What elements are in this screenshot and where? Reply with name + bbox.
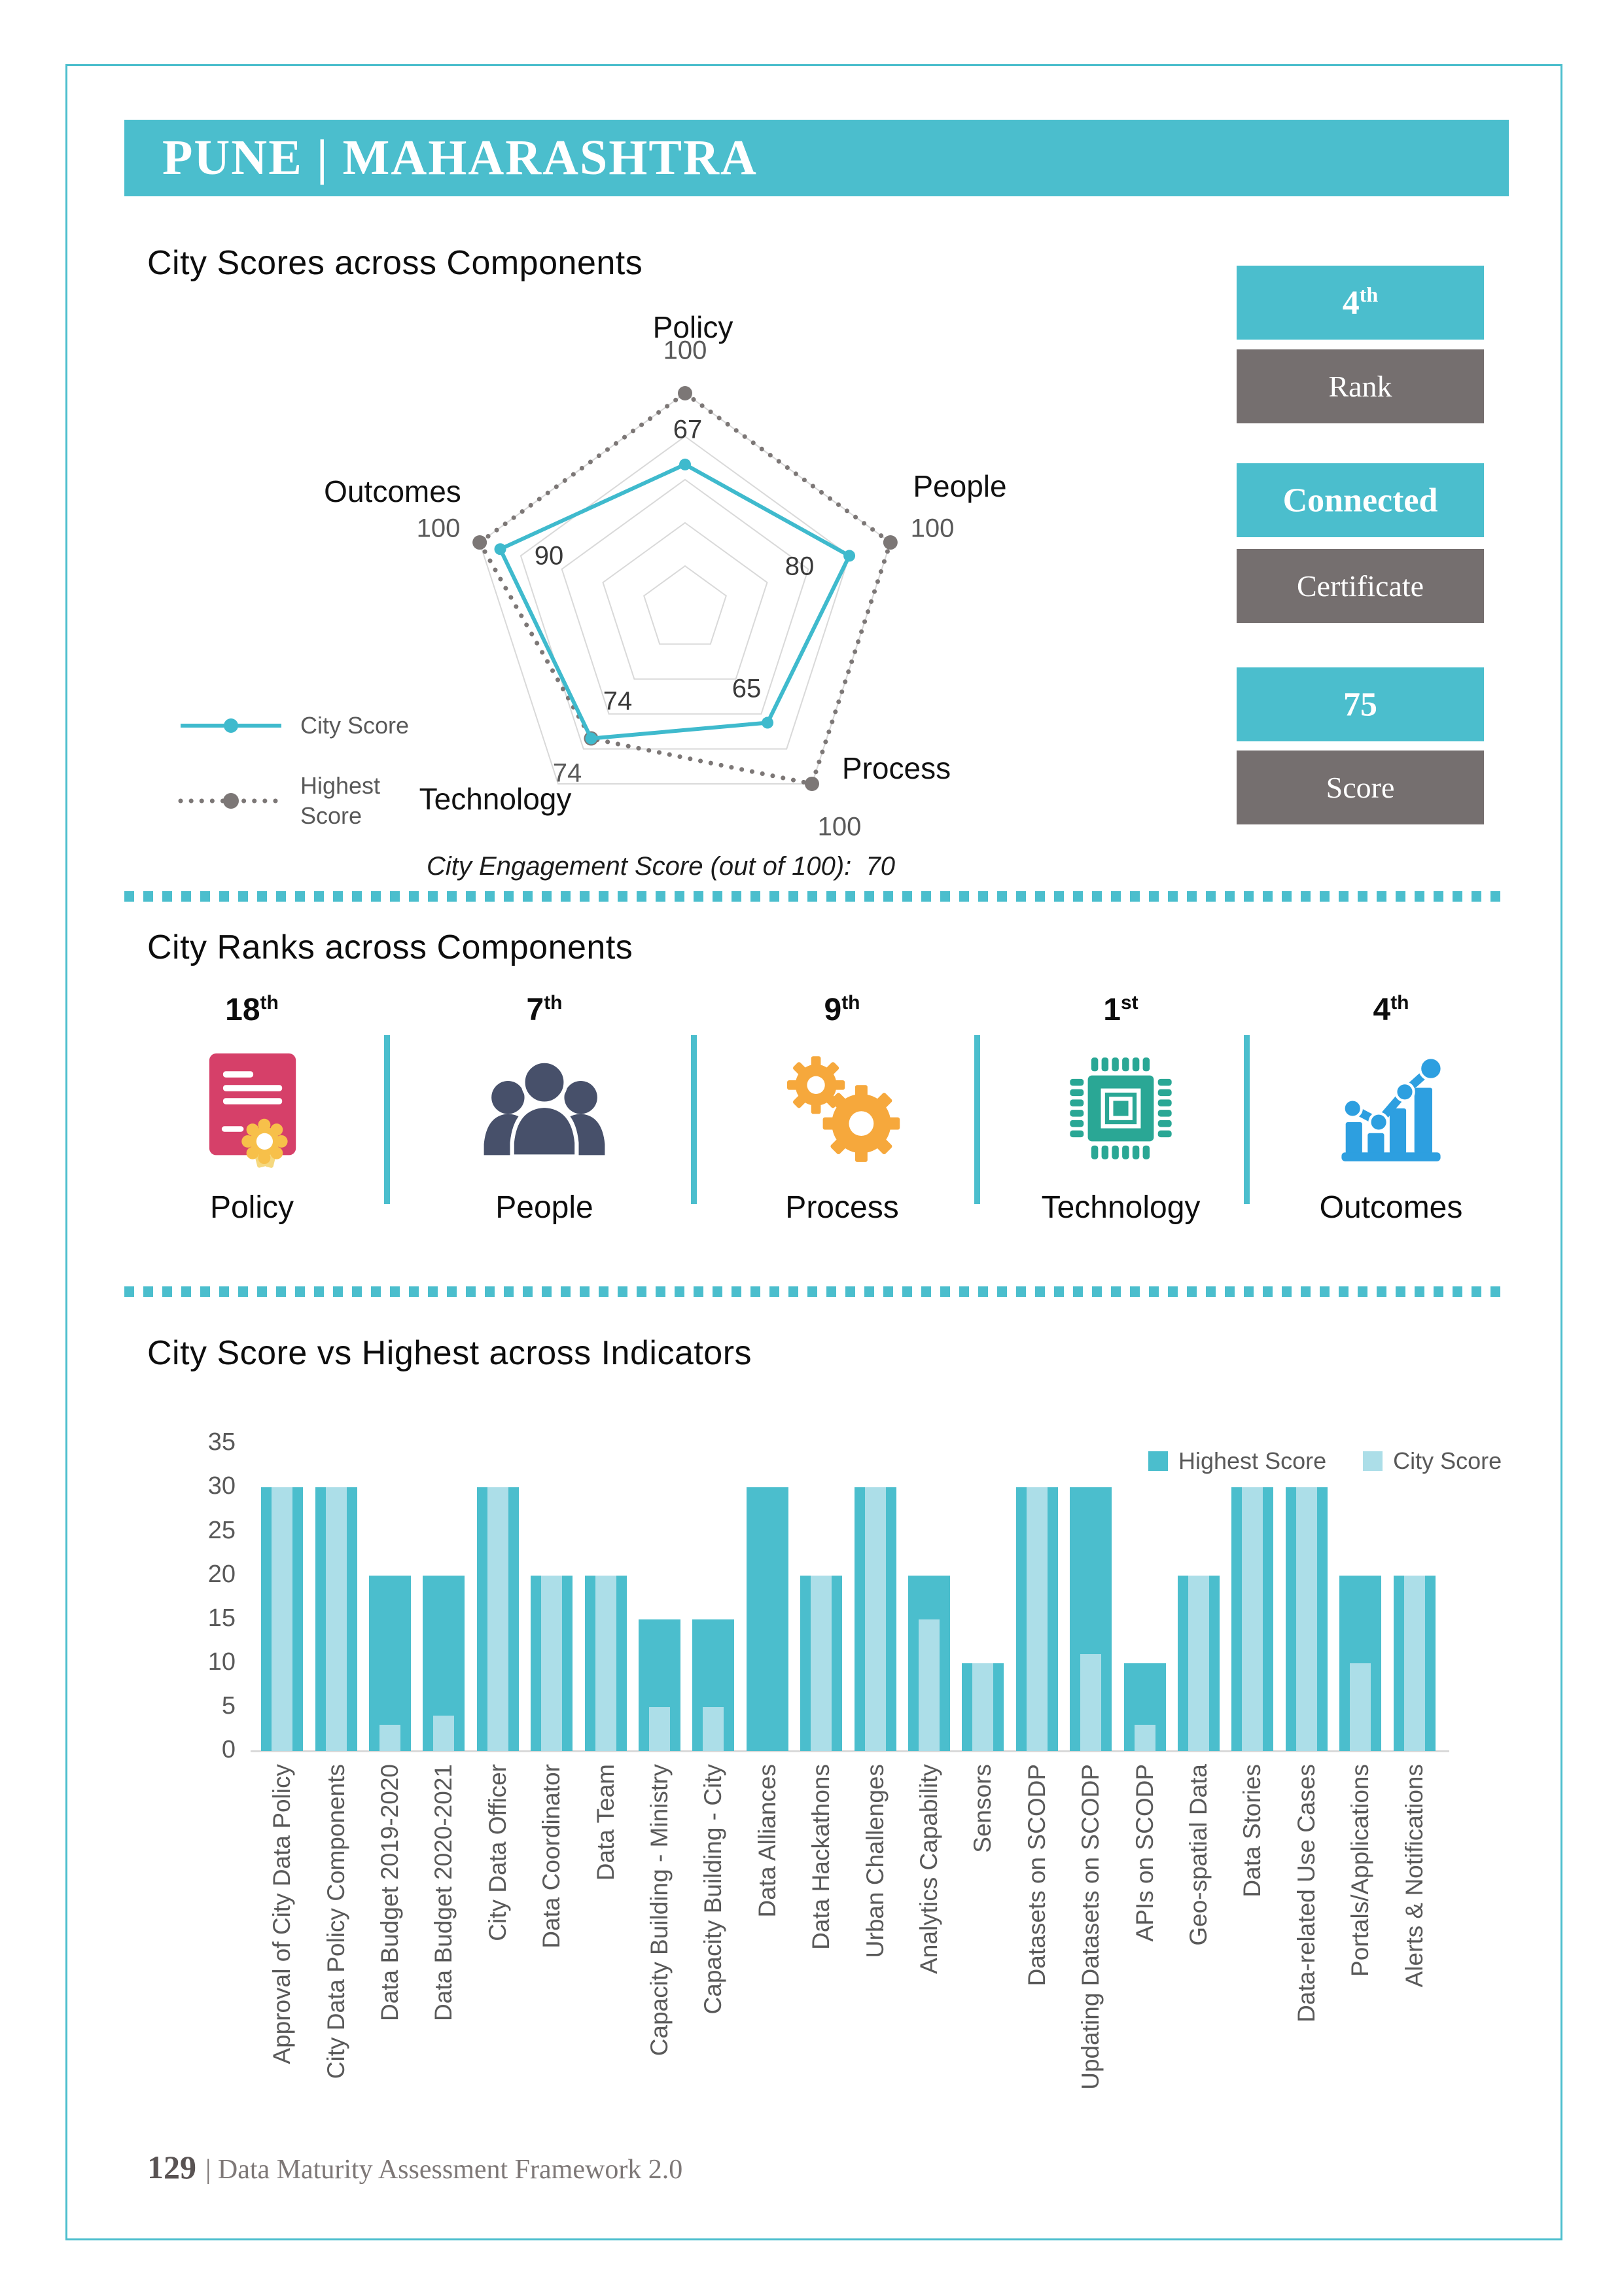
people-group-icon xyxy=(427,1040,662,1180)
city-score-bar xyxy=(541,1576,562,1751)
city-banner-title: PUNE | MAHARASHTRA xyxy=(162,130,758,185)
y-axis-tick-label: 5 xyxy=(221,1691,236,1720)
process-rank: 9th xyxy=(824,992,860,1027)
radar-highest-value-label: 100 xyxy=(910,514,955,543)
bar-chart xyxy=(255,1437,1443,1751)
city-score-point xyxy=(495,543,506,555)
city-score-polygon xyxy=(501,465,850,739)
outcomes-rank: 4th xyxy=(1373,992,1409,1027)
city-score-bar xyxy=(865,1487,886,1751)
bar-chart-y-axis xyxy=(137,1407,236,1786)
radar-highest-value-label: 100 xyxy=(817,812,862,841)
y-axis-tick-label: 15 xyxy=(207,1604,236,1632)
certificate-value-badge: Connected xyxy=(1237,463,1484,537)
highest-score-point xyxy=(883,535,898,550)
indicator-bar-group xyxy=(902,1437,956,1751)
outcomes-rank-label: Outcomes xyxy=(1319,1190,1463,1225)
city-score-bar xyxy=(972,1663,993,1751)
y-axis-tick-label: 30 xyxy=(207,1472,236,1500)
x-axis-label: Sensors xyxy=(969,1764,996,1853)
rank-item-people xyxy=(427,992,662,1226)
radar-highest-value-label: 100 xyxy=(663,336,707,365)
indicator-bar-group xyxy=(1118,1437,1171,1751)
city-score-bar xyxy=(1027,1487,1048,1751)
x-axis-label: Data Alliances xyxy=(753,1764,781,1918)
city-score-point xyxy=(762,717,773,729)
city-score-point xyxy=(843,550,855,561)
radar-city-value-label: 67 xyxy=(673,415,703,444)
gears-icon xyxy=(724,1040,960,1180)
x-axis-label: Capacity Building - City xyxy=(699,1764,727,2015)
indicator-bar-group xyxy=(956,1437,1010,1751)
indicator-bar-group xyxy=(1010,1437,1064,1751)
engagement-score-caption: City Engagement Score (out of 100): 70 xyxy=(427,852,895,881)
dotted-separator xyxy=(124,891,1507,902)
x-axis-label: Portals/Applications xyxy=(1347,1764,1374,1977)
radar-legend-city xyxy=(178,711,409,741)
indicator-bar-group xyxy=(309,1437,362,1751)
x-axis-label: APIs on SCODP xyxy=(1131,1764,1158,1942)
indicator-bar-group xyxy=(255,1437,309,1751)
x-axis-label: Data Stories xyxy=(1239,1764,1266,1898)
indicator-bar-group xyxy=(417,1437,470,1751)
city-score-line-icon xyxy=(178,716,286,735)
technology-rank-label: Technology xyxy=(1041,1190,1201,1225)
radar-city-value-label: 80 xyxy=(785,552,815,581)
score-label-badge: Score xyxy=(1237,751,1484,824)
x-axis-label: Data Budget 2019-2020 xyxy=(376,1764,403,2021)
city-score-point xyxy=(679,459,691,470)
city-score-bar xyxy=(1296,1487,1317,1751)
radar-gridline xyxy=(480,393,890,784)
highest-score-bar xyxy=(747,1487,788,1751)
x-axis-label: City Data Officer xyxy=(484,1764,511,1941)
certificate-icon xyxy=(134,1040,370,1180)
city-score-bar xyxy=(649,1707,670,1751)
city-score-bar xyxy=(1350,1663,1371,1751)
x-axis-label: Urban Challenges xyxy=(861,1764,889,1958)
y-axis-tick-label: 0 xyxy=(221,1736,236,1763)
indicator-bar-group xyxy=(741,1437,794,1751)
x-axis-label: Approval of City Data Policy xyxy=(268,1764,296,2064)
rank-divider xyxy=(1244,1035,1250,1204)
city-score-bar xyxy=(1080,1654,1101,1751)
y-axis-tick-label: 10 xyxy=(207,1648,236,1676)
bar-legend-highest-label: Highest Score xyxy=(1178,1447,1327,1474)
rank-item-process xyxy=(724,992,960,1226)
radar-legend-highest xyxy=(178,771,380,831)
x-axis-label: Data Coordinator xyxy=(538,1764,565,1949)
indicator-bar-group xyxy=(794,1437,848,1751)
scores-section-heading: City Scores across Components xyxy=(147,244,643,282)
score-value-badge: 75 xyxy=(1237,667,1484,741)
indicator-bar-group xyxy=(686,1437,740,1751)
city-score-bar xyxy=(811,1576,832,1751)
city-score-bar xyxy=(1404,1576,1425,1751)
radar-axis-label: Technology xyxy=(419,782,572,817)
rank-label-badge: Rank xyxy=(1237,349,1484,423)
highest-score-point xyxy=(472,535,487,550)
rank-item-outcomes xyxy=(1273,992,1509,1226)
city-score-point xyxy=(585,733,597,745)
city-score-bar xyxy=(595,1576,616,1751)
city-score-bar xyxy=(1242,1487,1263,1751)
city-score-bar xyxy=(1188,1576,1209,1751)
people-rank-label: People xyxy=(495,1190,593,1225)
indicator-bar-group xyxy=(1225,1437,1279,1751)
x-axis-label: Alerts & Notifications xyxy=(1400,1764,1428,1988)
page-number: 129 xyxy=(147,2149,196,2185)
city-score-bar xyxy=(487,1487,508,1751)
indicator-bar-group xyxy=(1172,1437,1225,1751)
policy-rank-label: Policy xyxy=(209,1190,294,1225)
technology-rank: 1st xyxy=(1103,992,1138,1027)
indicator-bar-group xyxy=(1280,1437,1333,1751)
radar-axis-label: Process xyxy=(841,751,951,786)
radar-city-value-label: 90 xyxy=(534,541,564,571)
x-axis-label: Data-related Use Cases xyxy=(1292,1764,1320,2022)
radar-axis-label: Policy xyxy=(652,310,733,345)
page-footer xyxy=(147,2148,682,2186)
people-rank: 7th xyxy=(526,992,563,1027)
x-axis-label: Geo-spatial Data xyxy=(1184,1764,1212,1946)
radar-city-value-label: 74 xyxy=(603,686,633,716)
radar-highest-value-label: 100 xyxy=(416,514,461,543)
highest-score-polygon xyxy=(480,393,890,784)
radar-gridline xyxy=(603,523,767,679)
indicator-bar-group xyxy=(363,1437,417,1751)
process-rank-label: Process xyxy=(785,1190,899,1225)
rank-item-technology xyxy=(1003,992,1239,1226)
city-score-bar xyxy=(433,1716,454,1751)
city-score-bar xyxy=(919,1619,940,1751)
rank-divider xyxy=(691,1035,697,1204)
processor-chip-icon xyxy=(1003,1040,1239,1180)
highest-score-point xyxy=(805,777,819,791)
x-axis-label: Data Team xyxy=(591,1764,619,1881)
city-score-bar xyxy=(379,1725,400,1751)
city-score-bar xyxy=(703,1707,724,1751)
indicator-bar-group xyxy=(633,1437,686,1751)
radar-highest-value-label: 74 xyxy=(552,758,582,788)
indicator-bar-group xyxy=(578,1437,632,1751)
rank-divider xyxy=(974,1035,980,1204)
radar-axis-label: People xyxy=(913,469,1007,504)
radar-legend-city-label: City Score xyxy=(300,712,410,739)
rank-value-badge: 4th xyxy=(1237,266,1484,340)
indicator-bar-group xyxy=(471,1437,525,1751)
bar-chart-growth-icon xyxy=(1273,1040,1509,1180)
y-axis-tick-label: 20 xyxy=(207,1560,236,1588)
y-axis-tick-label: 25 xyxy=(207,1516,236,1544)
y-axis-tick-label: 35 xyxy=(207,1428,236,1457)
radar-legend-highest-label: Highest Score xyxy=(300,772,381,829)
bar-legend-city-label: City Score xyxy=(1393,1447,1502,1474)
city-score-bar xyxy=(272,1487,292,1751)
dotted-separator xyxy=(124,1286,1507,1297)
policy-rank: 18th xyxy=(225,992,279,1027)
footer-text: | Data Maturity Assessment Framework 2.0 xyxy=(205,2155,683,2185)
city-score-bar xyxy=(326,1487,347,1751)
highest-score-dotted-line-icon xyxy=(178,791,286,811)
highest-score-point xyxy=(678,386,692,400)
indicator-bar-group xyxy=(525,1437,578,1751)
rank-item-policy xyxy=(134,992,370,1226)
certificate-label-badge: Certificate xyxy=(1237,549,1484,623)
city-banner xyxy=(124,120,1509,196)
city-score-bar xyxy=(1135,1725,1155,1751)
x-axis-label: Datasets on SCODP xyxy=(1023,1764,1050,1987)
x-axis-label: Data Budget 2020-2021 xyxy=(430,1764,457,2021)
x-axis-label: Capacity Building - Ministry xyxy=(645,1764,673,2057)
x-axis-label: City Data Policy Components xyxy=(322,1764,349,2079)
rank-divider xyxy=(384,1035,390,1204)
x-axis-label: Analytics Capability xyxy=(915,1764,942,1974)
x-axis-label: Updating Datasets on SCODP xyxy=(1077,1764,1104,2090)
indicator-bar-group xyxy=(1387,1437,1441,1751)
indicator-bar-group xyxy=(1333,1437,1387,1751)
ranks-section-heading: City Ranks across Components xyxy=(147,928,633,966)
indicators-section-heading: City Score vs Highest across Indicators xyxy=(147,1334,752,1372)
indicator-bar-group xyxy=(1064,1437,1118,1751)
radar-gridline xyxy=(644,566,726,644)
radar-city-value-label: 65 xyxy=(732,674,762,703)
x-axis-label: Data Hackathons xyxy=(807,1764,835,1950)
radar-axis-label: Outcomes xyxy=(324,474,461,509)
indicator-bar-group xyxy=(848,1437,902,1751)
bar-chart-x-axis xyxy=(255,1764,1443,2144)
